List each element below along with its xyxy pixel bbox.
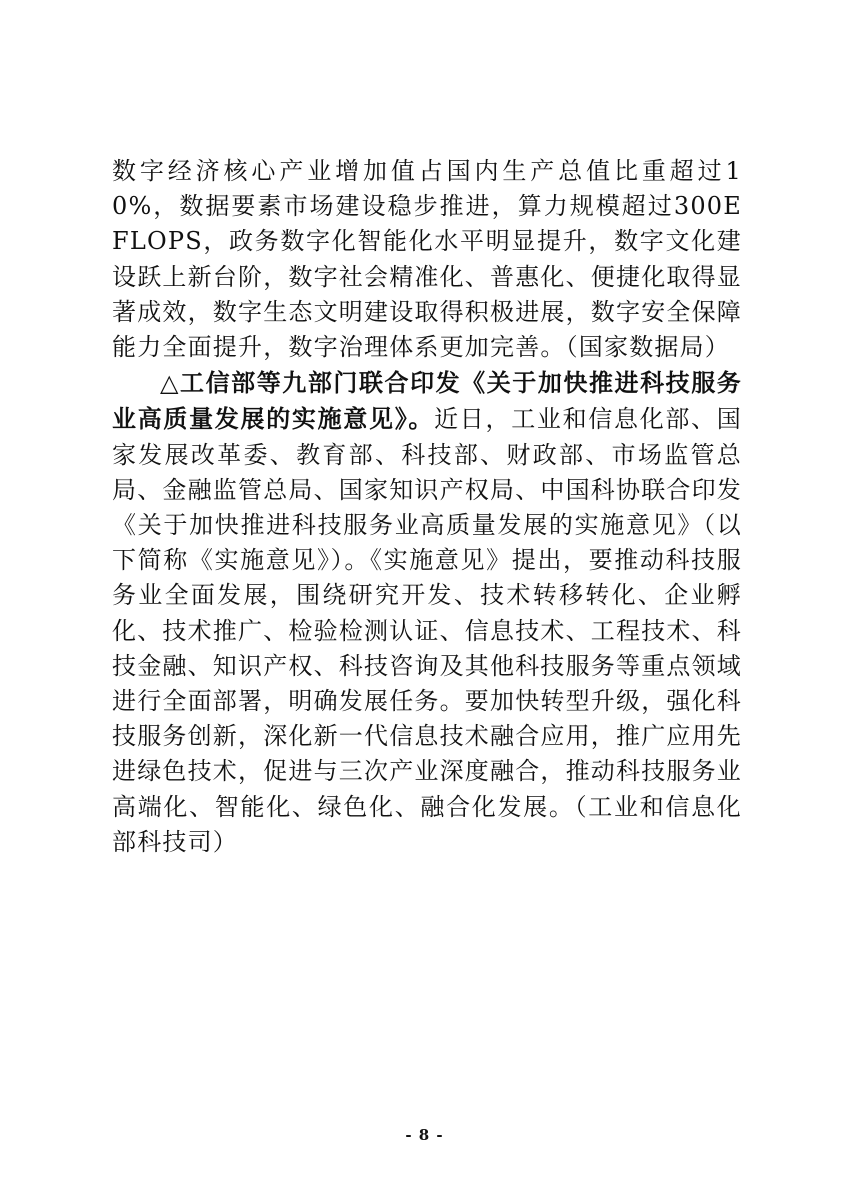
paragraph-text: 近日，工业和信息化部、国家发展改革委、教育部、科技部、财政部、市场监管总局、金融监管总局、国家知识产权局、中国科协联合印发《关于加快推进科技服务业高质量发展的实施意见》（以下简称《实施意见》）。《实施意见》提出，要推动科技服务业全面发展，围绕研究开发、技术转移转化、企业孵化、技术推广、检验检测认证、信息技术、工程技术、科技金融、知识产权、科技咨询及其他科技服务等重点领域进行全面部署，明确发展任务。要加快转型升级，强化科技服务创新，深化新一代信息技术融合应用，推广应用先进绿色技术，促进与三次产业深度融合，推动科技服务业高端化、智能化、绿色化、融合化发展。（工业和信息化部科技司） [112,405,742,856]
paragraph-digital-economy [112,154,742,365]
paragraph-tech-services [112,365,742,860]
document-body [112,154,742,860]
paragraph-text: 数字经济核心产业增加值占国内生产总值比重超过10%，数据要素市场建设稳步推进，算力规模超过300EFLOPS，政务数字化智能化水平明显提升，数字文化建设跃上新台阶，数字社会精准化、普惠化、便捷化取得显著成效，数字生态文明建设取得积极进展，数字安全保障能力全面提升，数字治理体系更加完善。（国家数据局） [112,157,742,362]
news-headline: △工信部等九部门联合印发《关于加快推进科技服务业高质量发展的实施意见》。 [112,368,742,434]
page-number: - 8 - [405,1126,444,1144]
